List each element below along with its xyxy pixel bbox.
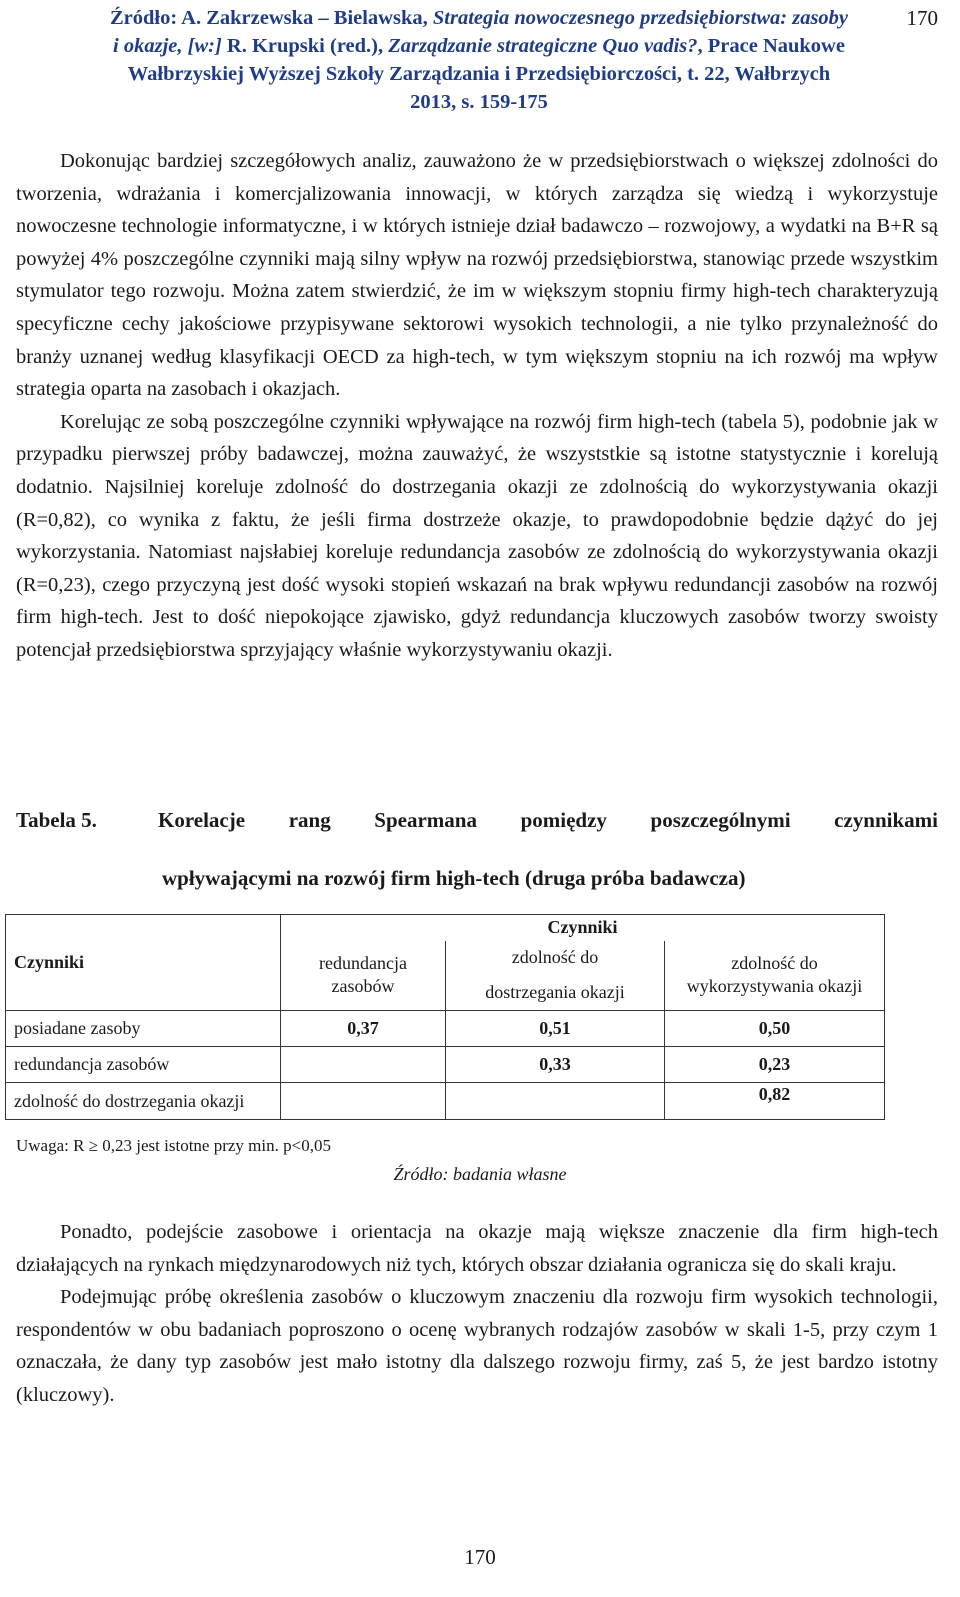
table-row — [6, 1083, 885, 1120]
table-row-header: Czynniki — [6, 915, 281, 1011]
citation-line-4: 2013, s. 159-175 — [410, 91, 548, 113]
table-cell — [281, 1047, 446, 1083]
column-header-wykorzystywanie — [665, 941, 885, 1011]
row-label: posiadane zasoby — [6, 1011, 281, 1047]
table-cell — [281, 1083, 446, 1120]
citation-author: Źródło: A. Zakrzewska – Bielawska, — [109, 7, 433, 29]
citation-series: , Prace Naukowe — [697, 35, 845, 57]
table-cell: 0,37 — [281, 1011, 446, 1047]
paragraph-2: Korelując ze sobą poszczególne czynniki wpływające na rozwój firm high-tech (tabela 5), podobnie jak w przypadku pierwszej próby badawczej, można zauważyć, że wszyststkie są istotne statystycznie i korelują dodatnio. Najsilniej koreluje zdolność do dostrzegania okazji ze zdolnością do wykorzystywania okazji (R=0,82), co wynika z faktu, że jeśli firma dostrzeże okazje, to prawdopodobnie będzie dążyć do jej wykorzystania. Natomiast najsłabiej koreluje redundancja zasobów ze zdolnością do wykorzystywania okazji (R=0,23), czego przyczyną jest dość wysoki stopień wskazań na brak wpływu redundancji zasobów na rozwój firm high-tech. Jest to dość niepokojące zjawisko, gdyż redundancja kluczowych zasobów tworzy swoisty potencjał przedsiębiorstwa sprzyjający właśnie wykorzystywaniu okazji. — [16, 410, 938, 661]
table-cell: 0,33 — [446, 1047, 665, 1083]
column-header-redundancja — [281, 941, 446, 1011]
table-title-line-1: Korelacje rang Spearmana pomiędzy poszczególnymi czynnikami — [158, 808, 938, 832]
table-header-row-1 — [6, 915, 885, 941]
table-title-line-2: wpływającymi na rozwój firm high-tech (druga próba badawcza) — [162, 866, 746, 890]
citation-line-1 — [14, 4, 944, 32]
paragraph-4: Podejmując próbę określenia zasobów o kluczowym znaczeniu dla rozwoju firm wysokich technologii, respondentów w obu badaniach poproszono o ocenę wybranych rodzajów zasobów w skali 1-5, przy czym 1 oznaczała, że dany typ zasobów jest mało istotny dla dalszego rozwoju firmy, zaś 5, że jest bardzo istotny (kluczowy). — [16, 1286, 938, 1406]
table-caption — [16, 806, 938, 893]
table-source: Źródło: badania własne — [393, 1164, 567, 1184]
column-header-text: zdolność do — [511, 947, 599, 968]
column-header-text: dostrzegania okazji — [485, 982, 625, 1003]
table-cell — [446, 1083, 665, 1120]
page-number-top: 170 — [906, 6, 938, 30]
citation-line-2 — [14, 32, 944, 60]
table-cell: 0,82 — [665, 1083, 885, 1120]
row-label: redundancja zasobów — [6, 1047, 281, 1083]
correlation-table — [5, 914, 885, 1120]
table-note: Uwaga: R ≥ 0,23 jest istotne przy min. p<0,05 — [16, 1136, 331, 1155]
paragraph-1-block — [16, 145, 938, 667]
citation-title-cont: i okazje, [w:] — [113, 35, 222, 57]
citation-line-3: Wałbrzyskiej Wyższej Szkoły Zarządzania i Przedsiębiorczości, t. 22, Wałbrzych — [127, 63, 831, 85]
table-group-header: Czynniki — [281, 915, 885, 941]
citation-editor: R. Krupski (red.), — [221, 35, 389, 57]
citation-title: Strategia nowoczesnego przedsiębiorstwa: zasoby — [432, 7, 849, 29]
table-cell: 0,51 — [446, 1011, 665, 1047]
paragraph-3: Ponadto, podejście zasobowe i orientacja na okazje mają większe znaczenie dla firm high-tech działających na rynkach międzynarodowych niż tych, których obszar działania ogranicza się do skali kraju. — [16, 1221, 938, 1276]
table-row — [6, 1011, 885, 1047]
column-header-text: zdolność do — [731, 953, 818, 974]
table-cell: 0,50 — [665, 1011, 885, 1047]
column-header-text: wykorzystywania okazji — [686, 976, 863, 997]
page-number-bottom: 170 — [464, 1545, 496, 1569]
citation-book-title: Zarządzanie strategiczne Quo vadis? — [388, 35, 698, 57]
table-row — [6, 1047, 885, 1083]
citation-header — [14, 4, 944, 116]
row-label: zdolność do dostrzegania okazji — [6, 1083, 281, 1120]
paragraph-1: Dokonując bardziej szczegółowych analiz, zauważono że w przedsiębiorstwach o większej zdolności do tworzenia, wdrażania i komercjalizowania innowacji, w których zarządza się wiedzą i wykorzystuje nowoczesne technologie informatyczne, i w których istnieje dział badawczo – rozwojowy, a wydatki na B+R są powyżej 4% poszczególne czynniki mają silny wpływ na rozwój przedsiębiorstwa, stanowiąc przede wszystkim stymulator tego rozwoju. Można zatem stwierdzić, że im w większym stopniu firmy high-tech charakteryzują specyficzne cechy jakościowe przypisywane sektorowi wysokich technologii, a nie tylko przynależność do branży uznanej według klasyfikacji OECD za high-tech, w tym większym stopniu na ich rozwój ma wpływ strategia oparta na zasobach i okazjach. — [16, 150, 938, 401]
paragraph-3-block — [16, 1216, 938, 1412]
table-label: Tabela 5. — [16, 808, 97, 832]
column-header-dostrzeganie — [446, 941, 665, 1011]
column-header-text: redundancja — [319, 953, 407, 974]
table-cell: 0,23 — [665, 1047, 885, 1083]
column-header-text: zasobów — [331, 976, 395, 997]
